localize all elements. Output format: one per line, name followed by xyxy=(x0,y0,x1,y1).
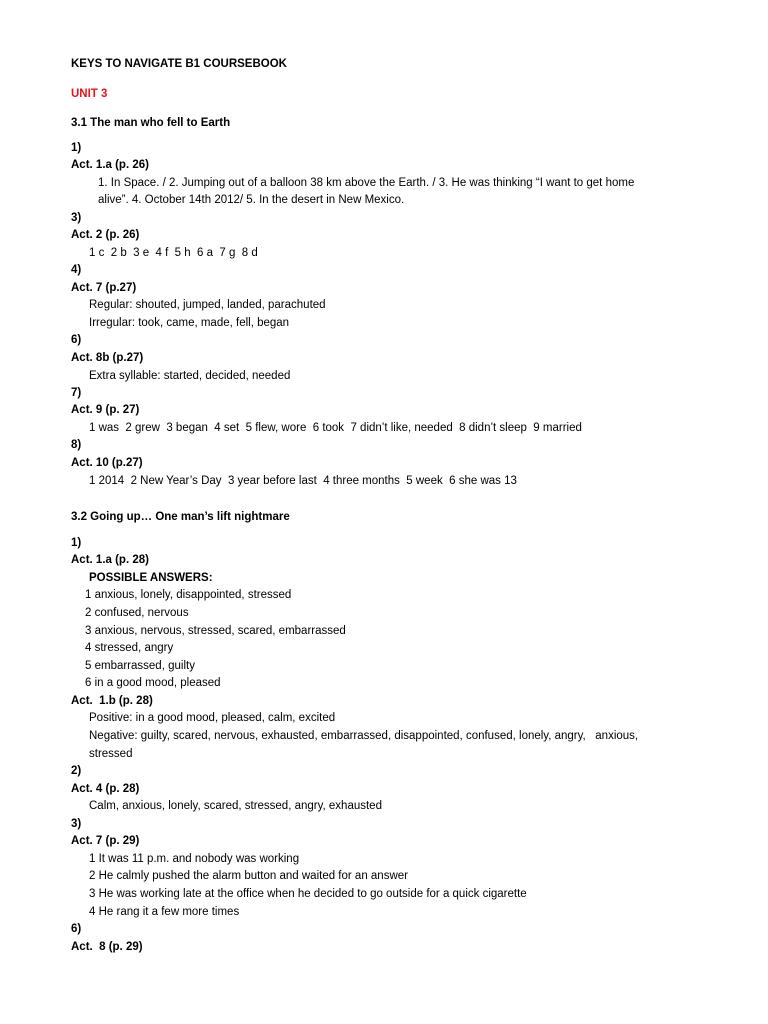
answer-line: 4 He rang it a few more times xyxy=(89,906,240,918)
answer-line: Extra syllable: started, decided, needed xyxy=(89,370,291,382)
section-heading-3-1: 3.1 The man who fell to Earth xyxy=(71,117,231,129)
answer-line: 3 He was working late at the office when he decided to go outside for a quick cigarette xyxy=(89,888,527,900)
activity-label: Act. 7 (p.27) xyxy=(71,282,137,294)
answer-line: 6 in a good mood, pleased xyxy=(85,677,221,689)
answer-line: 2 confused, nervous xyxy=(85,607,189,619)
activity-label: Act. 4 (p. 28) xyxy=(71,783,140,795)
activity-label: Act. 7 (p. 29) xyxy=(71,835,140,847)
exercise-number: 8) xyxy=(71,439,82,451)
answer-line: 2 He calmly pushed the alarm button and waited for an answer xyxy=(89,870,408,882)
activity-label: Act. 1.a (p. 26) xyxy=(71,159,149,171)
answer-line: 1 anxious, lonely, disappointed, stressed xyxy=(85,589,292,601)
exercise-number: 3) xyxy=(71,212,82,224)
answer-line: stressed xyxy=(89,748,133,760)
answer-line: 1 was 2 grew 3 began 4 set 5 flew, wore 6 took 7 didn’t like, needed 8 didn’t sleep 9 married xyxy=(89,422,582,434)
exercise-number: 1) xyxy=(71,142,82,154)
answer-line: 1 It was 11 p.m. and nobody was working xyxy=(89,853,300,865)
possible-answers-label: POSSIBLE ANSWERS: xyxy=(89,572,213,584)
exercise-number: 6) xyxy=(71,923,82,935)
exercise-number: 2) xyxy=(71,765,82,777)
document-title: KEYS TO NAVIGATE B1 COURSEBOOK xyxy=(71,58,287,70)
activity-label: Act. 1.a (p. 28) xyxy=(71,554,149,566)
answer-line: 5 embarrassed, guilty xyxy=(85,660,195,672)
answer-line: alive”. 4. October 14th 2012/ 5. In the desert in New Mexico. xyxy=(98,194,405,206)
exercise-number: 6) xyxy=(71,334,82,346)
exercise-number: 3) xyxy=(71,818,82,830)
answer-line: 1 2014 2 New Year’s Day 3 year before last 4 three months 5 week 6 she was 13 xyxy=(89,475,517,487)
answer-line: 1. In Space. / 2. Jumping out of a balloon 38 km above the Earth. / 3. He was thinking “I want to get home xyxy=(98,177,635,189)
exercise-number: 4) xyxy=(71,264,82,276)
answer-line: 3 anxious, nervous, stressed, scared, embarrassed xyxy=(85,625,346,637)
answer-line: 4 stressed, angry xyxy=(85,642,174,654)
answer-line: Calm, anxious, lonely, scared, stressed, angry, exhausted xyxy=(89,800,382,812)
activity-label: Act. 8b (p.27) xyxy=(71,352,144,364)
answer-line: Irregular: took, came, made, fell, began xyxy=(89,317,290,329)
answer-line: Positive: in a good mood, pleased, calm, excited xyxy=(89,712,336,724)
unit-heading: UNIT 3 xyxy=(71,88,108,100)
answer-line: Regular: shouted, jumped, landed, parachuted xyxy=(89,299,326,311)
answer-line: Negative: guilty, scared, nervous, exhausted, embarrassed, disappointed, confused, lonely, angry, anxious, xyxy=(89,730,639,742)
activity-label: Act. 8 (p. 29) xyxy=(71,941,143,953)
activity-label: Act. 1.b (p. 28) xyxy=(71,695,153,707)
section-heading-3-2: 3.2 Going up… One man’s lift nightmare xyxy=(71,511,290,523)
answer-line: 1 c 2 b 3 e 4 f 5 h 6 a 7 g 8 d xyxy=(89,247,258,259)
activity-label: Act. 10 (p.27) xyxy=(71,457,143,469)
activity-label: Act. 2 (p. 26) xyxy=(71,229,140,241)
exercise-number: 7) xyxy=(71,387,82,399)
activity-label: Act. 9 (p. 27) xyxy=(71,404,140,416)
exercise-number: 1) xyxy=(71,537,82,549)
